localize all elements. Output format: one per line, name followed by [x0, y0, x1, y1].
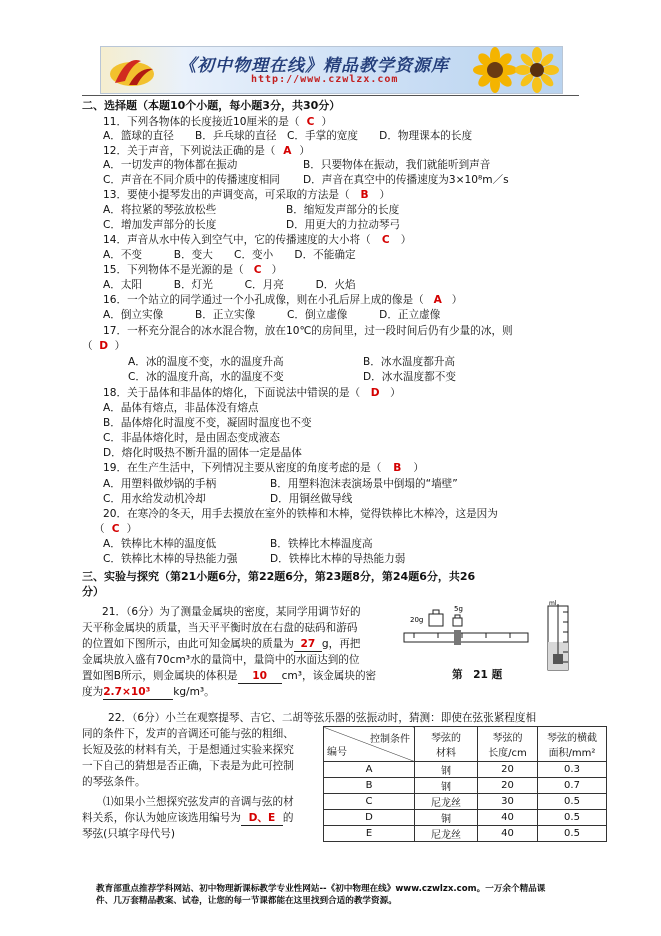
q12-option-d: D．声音在真空中的传播速度为3×10⁸m／s	[303, 174, 509, 186]
answer-19: B	[393, 462, 402, 474]
banner-title: 《初中物理在线》精品教学资源库	[179, 56, 449, 76]
q12-option-b: B．只要物体在振动，我们就能听到声音	[303, 159, 491, 171]
weight-label-5g: 5g	[454, 605, 463, 613]
volume-answer: 10	[238, 669, 282, 684]
banner-url[interactable]: http://www.czwlzx.com	[251, 74, 399, 85]
cylinder-unit-label: ml	[549, 600, 557, 607]
answer-12: A	[283, 145, 292, 157]
balance-scale-ruler	[404, 630, 528, 645]
q19-option-a: A．用塑料做炒锅的手柄	[103, 478, 217, 490]
q17-option-a: A．冰的温度不变，水的温度升高	[128, 356, 284, 368]
string-conditions-table	[323, 726, 607, 842]
question-20-answer: （ C ）	[94, 523, 138, 535]
answer-17: D	[99, 340, 108, 352]
section-3-header: 三、实验与探究（第21小题6分，第22题6分，第23题8分，第24题6分，共26	[82, 570, 476, 583]
footer-line-1: 教育部重点推荐学科网站、初中物理新课标教学专业性网站--《初中物理在线》www.czwlzx.com。一万余个精品课	[96, 884, 546, 894]
q20-option-c: C．铁棒比木棒的导热能力强	[103, 553, 238, 565]
q20-option-a: A．铁棒比木棒的温度低	[103, 538, 217, 550]
header-material: 琴弦的 材料	[415, 727, 478, 762]
table-row: A 钢 20 0.3	[324, 762, 607, 778]
figure-21-caption: 第 21 题	[452, 669, 503, 681]
page-footer	[96, 883, 566, 907]
q17-option-b: B．冰水温度都升高	[363, 356, 456, 368]
question-18: 18．关于晶体和非晶体的熔化，下面说法中错误的是（ D ）	[103, 387, 401, 399]
question-14-options: A．不变 B．变大 C．变小 D．不能确定	[103, 249, 356, 261]
q17-option-c: C．冰的温度升高，水的温度不变	[128, 371, 284, 383]
q21-line-2: 天平称金属块的质量，当天平平衡时放在右盘的砝码和游码	[82, 622, 358, 634]
q13-option-b: B．缩短发声部分的长度	[286, 204, 400, 216]
header-area: 琴弦的横截 面积/mm²	[538, 727, 607, 762]
table-header-row	[324, 727, 607, 762]
table-row: E 尼龙丝 40 0.5	[324, 826, 607, 842]
question-16: 16．一个站立的同学通过一个小孔成像，则在小孔后屏上成的像是（ A ）	[103, 294, 463, 306]
question-14: 14．声音从水中传入到空气中，它的传播速度的大小将（ C ）	[103, 234, 412, 246]
site-logo-icon	[105, 49, 163, 91]
answer-20: C	[111, 523, 120, 535]
answer-11: C	[306, 116, 315, 128]
question-17-answer: （ D ）	[82, 340, 126, 352]
q18-option-a: A．晶体有熔点，非晶体没有熔点	[103, 402, 259, 414]
answer-14: C	[381, 234, 390, 246]
q21-line-5: 置如图B所示，则金属块的体积是 10 cm³，该金属块的密	[82, 670, 377, 682]
question-11: 11．下列各物体的长度接近10厘米的是（ C ）	[103, 116, 333, 128]
answer-18: D	[370, 387, 380, 399]
section-3-header-cont: 分）	[82, 585, 104, 598]
string-selection-answer: D、E	[241, 811, 283, 826]
question-13: 13．要使小提琴发出的声调变高，可采取的方法是（ B ）	[103, 189, 391, 201]
q21-line-3: 的位置如下图所示，由此可知金属块的质量为 27 g，再把	[82, 638, 361, 650]
table-row: D 铜 40 0.5	[324, 810, 607, 826]
mass-answer: 27	[294, 637, 322, 652]
q19-option-d: D．用铜丝做导线	[270, 493, 353, 505]
header-length: 琴弦的 长度/cm	[478, 727, 538, 762]
q22-line-7: 料关系，你认为她应该选用编号为 D、E 的	[82, 812, 294, 824]
q21-line-6: 度为2.7×10³ kg/m³。	[82, 686, 215, 698]
q13-option-a: A．将拉紧的琴弦放松些	[103, 204, 217, 216]
q21-line-4: 金属块放入盛有70cm³水的量筒中，量筒中的水面达到的位	[82, 654, 360, 666]
weight-label-20g: 20g	[410, 616, 424, 624]
sunflower-icon	[515, 47, 559, 93]
q18-option-d: D．熔化时吸热不断升温的固体一定是晶体	[103, 447, 302, 459]
graduated-cylinder	[548, 604, 568, 670]
question-15-options: A．太阳 B．灯光 C．月亮 D．火焰	[103, 279, 356, 291]
q22-line-6: ⑴如果小兰想探究弦发声的音调与弦的材	[103, 796, 294, 808]
figure-21-balance-and-cylinder	[400, 600, 582, 676]
banner-divider	[82, 95, 579, 96]
q21-line-1: 21．（6分）为了测量金属块的密度，某同学用调节好的	[102, 606, 361, 618]
question-19: 19．在生产生活中，下列情况主要从密度的角度考虑的是（ B ）	[103, 462, 424, 474]
answer-13: B	[360, 189, 369, 201]
q22-line-5: 的琴弦条件。	[82, 776, 146, 788]
density-answer: 2.7×10³	[103, 685, 173, 700]
q20-option-b: B．铁棒比木棒温度高	[270, 538, 373, 550]
answer-16: A	[433, 294, 442, 306]
answer-15: C	[253, 264, 262, 276]
site-banner	[100, 46, 563, 94]
question-17: 17．一杯充分混合的冰水混合物，放在10℃的房间里，过一段时间后仍有少量的冰，则	[103, 325, 513, 337]
q22-line-2: 同的条件下，发声的音调还可能与弦的粗细、	[82, 728, 294, 740]
table-row: B 钢 20 0.7	[324, 778, 607, 794]
q22-line-3: 长短及弦的材料有关，于是想通过实验来探究	[82, 744, 294, 756]
q13-option-d: D．用更大的力拉动琴弓	[286, 219, 401, 231]
q13-option-c: C．增加发声部分的长度	[103, 219, 217, 231]
q17-option-d: D．冰水温度都不变	[363, 371, 456, 383]
q19-option-b: B．用塑料泡沫表演场景中倒塌的“墙壁”	[270, 478, 458, 490]
table-row: C 尼龙丝 30 0.5	[324, 794, 607, 810]
q22-line-1: 22．（6分）小兰在观察提琴、吉它、二胡等弦乐器的弦振动时，猜测：即使在弦张紧程度相	[108, 712, 537, 724]
sunflower-icon	[473, 47, 517, 93]
question-11-options: A．篮球的直径 B．乒乓球的直径 C．手掌的宽度 D．物理课本的长度	[103, 130, 473, 142]
question-12: 12．关于声音，下列说法正确的是（ A ）	[103, 145, 310, 157]
question-15: 15．下列物体不是光源的是（ C ）	[103, 264, 283, 276]
footer-line-2: 件、几万套精品教案、试卷，让您的每一节课都能在这里找到合适的教学资源。	[96, 896, 397, 906]
question-16-options: A．倒立实像 B．正立实像 C．倒立虚像 D．正立虚像	[103, 309, 441, 321]
q22-line-8: 琴弦(只填字母代号)	[82, 828, 176, 840]
question-20: 20．在寒冷的冬天，用手去摸放在室外的铁棒和木棒，觉得铁棒比木棒冷，这是因为	[103, 508, 498, 520]
q22-line-4: 一下自己的猜想是否正确，下表是为此可控制	[82, 760, 294, 772]
q19-option-c: C．用水给发动机冷却	[103, 493, 206, 505]
q12-option-a: A．一切发声的物体都在振动	[103, 159, 238, 171]
q12-option-c: C．声音在不同介质中的传播速度相同	[103, 174, 280, 186]
q18-option-b: B．晶体熔化时温度不变，凝固时温度也不变	[103, 417, 312, 429]
q20-option-d: D．铁棒比木棒的导热能力弱	[270, 553, 406, 565]
section-2-header: 二、选择题（本题10个小题，每小题3分，共30分）	[82, 99, 341, 112]
table-corner-cell: 控制条件 编号	[324, 727, 415, 762]
q18-option-c: C．非晶体熔化时，是由固态变成液态	[103, 432, 280, 444]
